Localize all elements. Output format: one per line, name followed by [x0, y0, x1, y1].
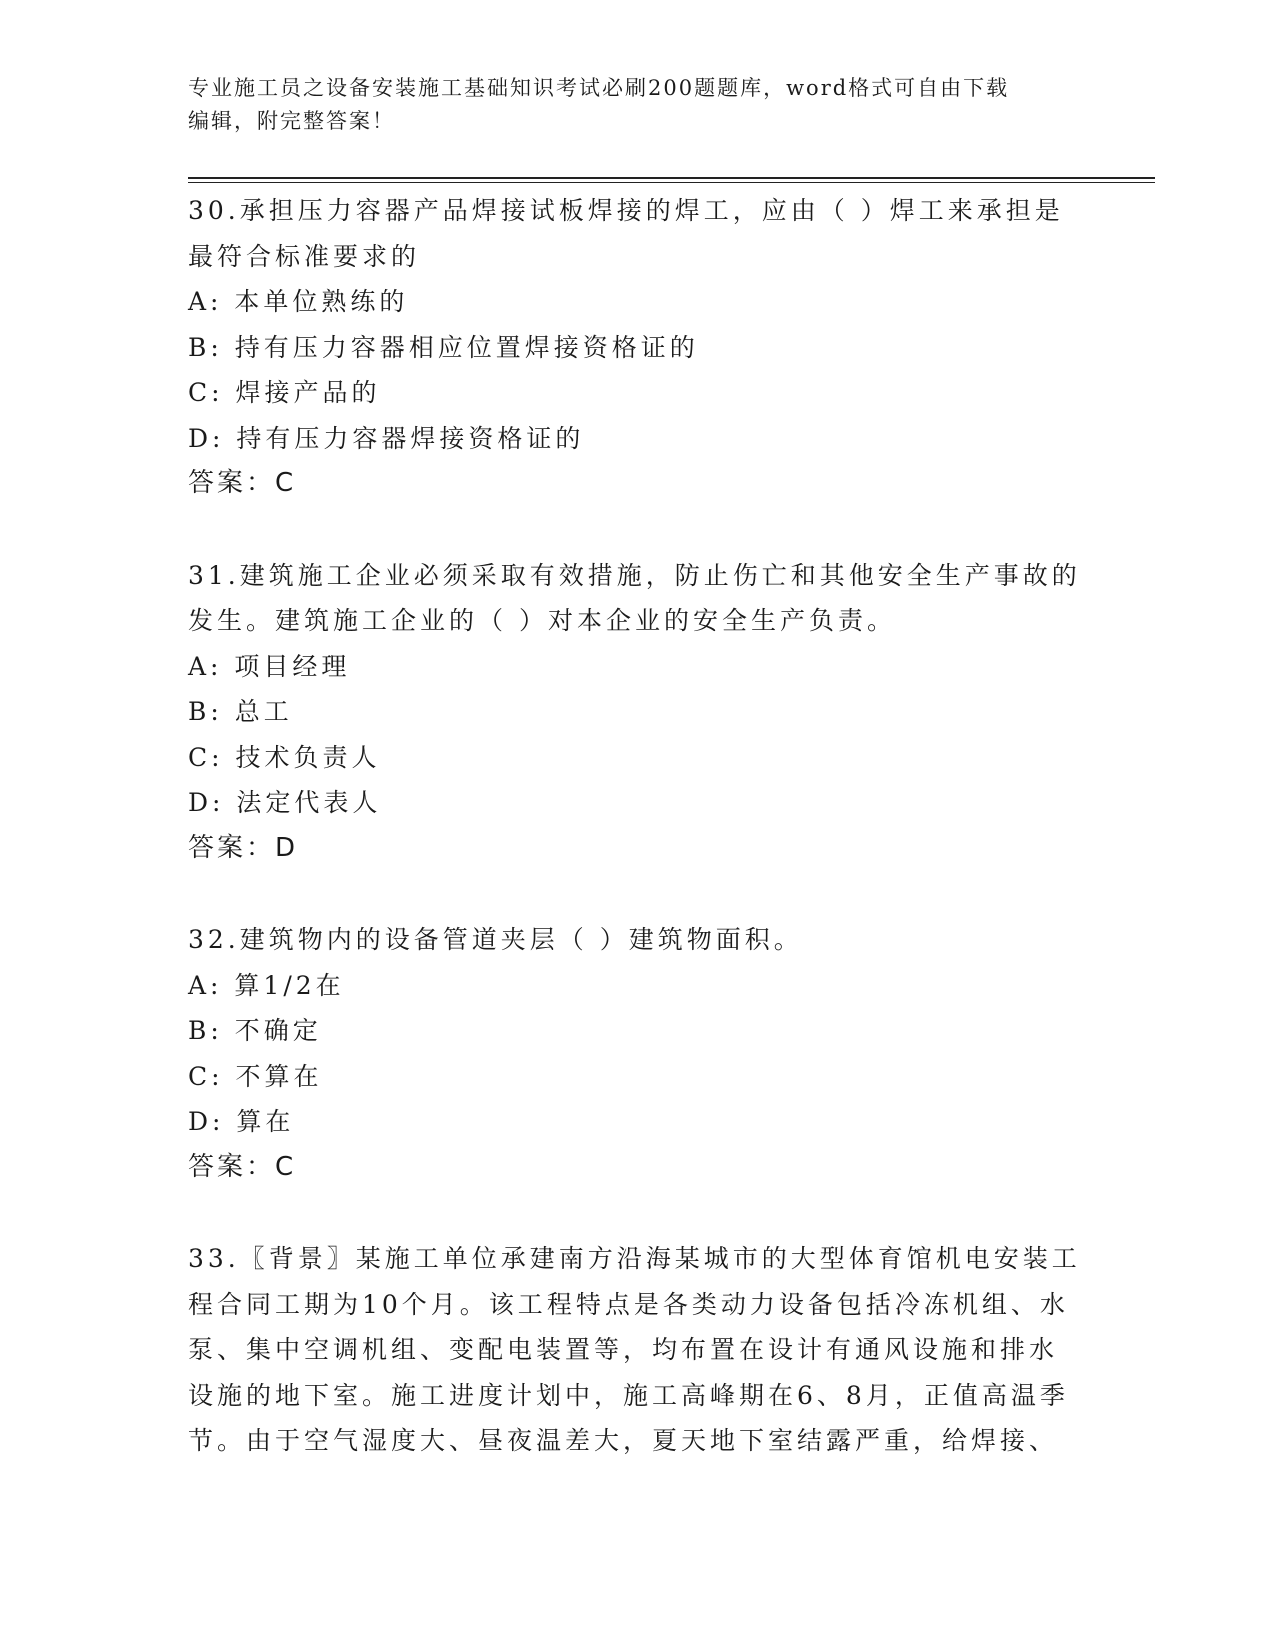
answer-line: 答案：D — [188, 832, 299, 863]
header-line-1: 专业施工员之设备安装施工基础知识考试必刷200题题库，word格式可自由下载 — [188, 76, 1010, 100]
answer-line: 答案：C — [188, 1151, 297, 1182]
option-c: C: 技术负责人 — [188, 742, 381, 772]
question-stem-line: 设施的地下室。施工进度计划中，施工高峰期在6、8月，正值高温季 — [188, 1380, 1069, 1410]
question-stem-line: 31.建筑施工企业必须采取有效措施，防止伤亡和其他安全生产事故的 — [188, 560, 1081, 590]
question-stem-line: 最符合标准要求的 — [188, 241, 421, 271]
option-d: D: 持有压力容器焊接资格证的 — [188, 423, 585, 453]
header-line-2: 编辑，附完整答案！ — [188, 109, 395, 133]
answer-line: 答案：C — [188, 468, 297, 498]
option-c: C: 不算在 — [188, 1061, 323, 1091]
option-d: D: 算在 — [188, 1107, 295, 1136]
question-31 — [188, 553, 1108, 872]
header-rule-thin — [188, 182, 1155, 183]
option-a: A: 算1/2在 — [188, 970, 345, 1000]
option-d: D: 法定代表人 — [188, 788, 382, 817]
question-stem-line: 32.建筑物内的设备管道夹层（ ）建筑物面积。 — [188, 925, 803, 954]
document-header — [188, 72, 1068, 138]
question-32 — [188, 917, 1108, 1190]
option-a: A: 本单位熟练的 — [188, 287, 409, 316]
question-stem-line: 程合同工期为10个月。该工程特点是各类动力设备包括冷冻机组、水 — [188, 1289, 1069, 1319]
question-stem-line: 发生。建筑施工企业的（ ）对本企业的安全生产负责。 — [188, 606, 896, 635]
header-rule-thick — [188, 177, 1155, 179]
option-b: B: 总工 — [188, 697, 293, 726]
question-stem-line: 节。由于空气湿度大、昼夜温差大，夏天地下室结露严重，给焊接、 — [188, 1426, 1059, 1455]
option-b: B: 持有压力容器相应位置焊接资格证的 — [188, 332, 699, 362]
question-33 — [188, 1236, 1108, 1464]
option-a: A: 项目经理 — [188, 651, 351, 681]
question-30 — [188, 188, 1108, 507]
question-stem-line: 30.承担压力容器产品焊接试板焊接的焊工，应由（ ）焊工来承担是 — [188, 196, 1064, 225]
question-stem-line: 33.〖背景〗某施工单位承建南方沿海某城市的大型体育馆机电安装工 — [188, 1244, 1081, 1273]
option-b: B: 不确定 — [188, 1016, 322, 1045]
question-list — [188, 188, 1108, 1510]
question-stem-line: 泵、集中空调机组、变配电装置等，均布置在设计有通风设施和排水 — [188, 1335, 1059, 1364]
option-c: C: 焊接产品的 — [188, 378, 381, 407]
